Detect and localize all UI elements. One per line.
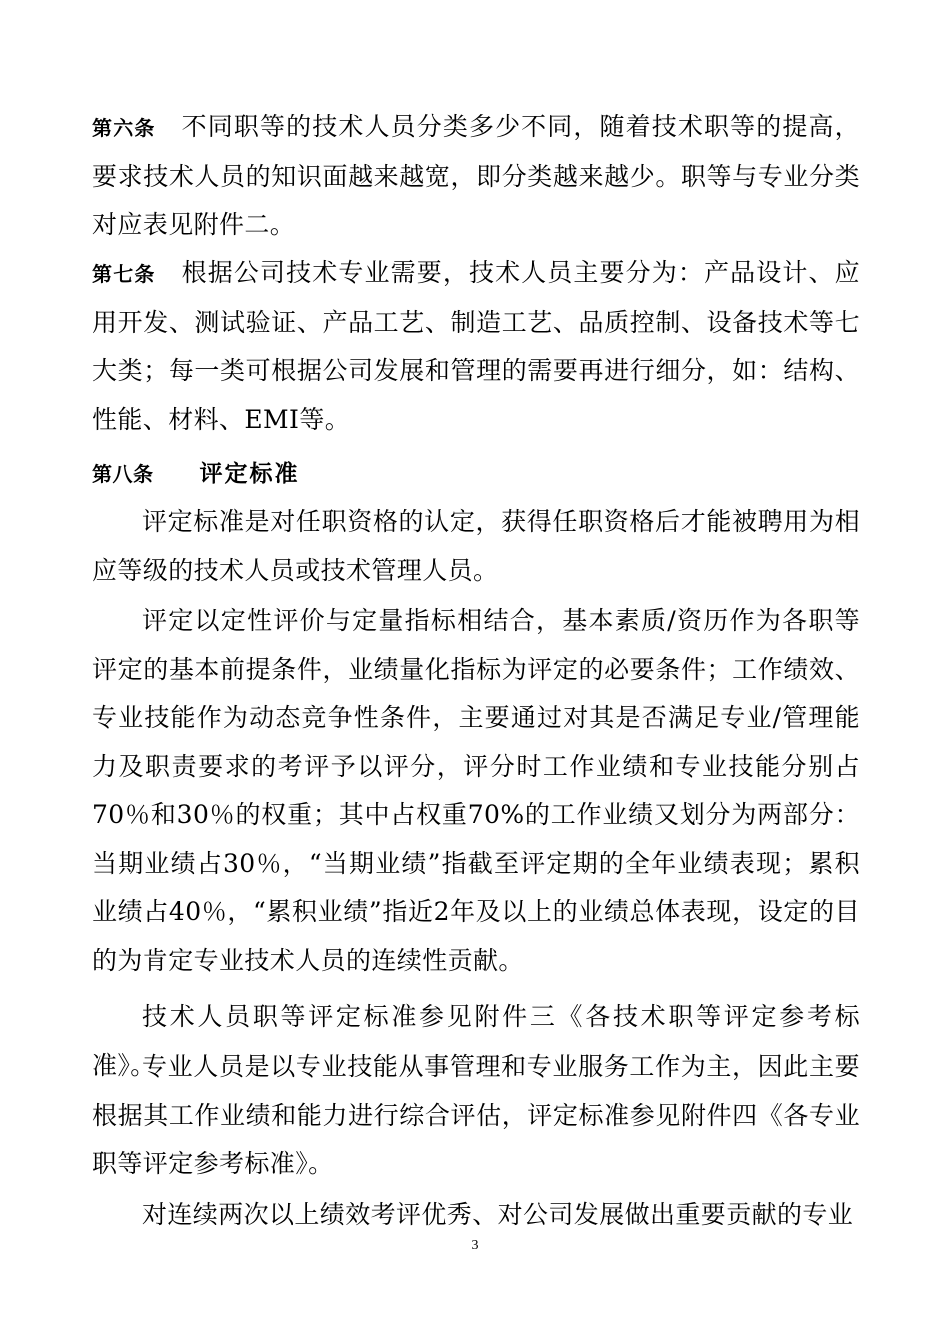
article-8-heading — [92, 450, 300, 500]
article-6-text: 不同职等的技术人员分类多少不同，随着技术职等的提高，要求技术人员的知识面越来越宽，即分类越来越少。职等与专业分类对应表见附件二。 — [92, 112, 860, 239]
article-6 — [92, 103, 860, 250]
article-7-label: 第七条 — [92, 262, 156, 286]
article-8-paragraph: 技术人员职等评定标准参见附件三《各技术职等评定参考标准》。 — [92, 1002, 860, 1080]
article-7 — [92, 249, 860, 444]
article-8-paragraph: 评定标准是对任职资格的认定，获得任职资格后才能被聘用为相应等级的技术人员或技术管理人员。 — [92, 507, 860, 585]
article-8-label: 第八条 — [92, 462, 154, 486]
article-8-title: 评定标准 — [199, 461, 300, 487]
page-number: 3 — [471, 1238, 479, 1253]
article-8-paragraph: 专业人员是以专业技能从事管理和专业服务工作为主，因此主要根据其工作业绩和能力进行综合评估，评定标准参见附件四《各专业职等评定参考标准》。 — [92, 1052, 860, 1178]
article-8-paragraph: 评定以定性评价与定量指标相结合，基本素质/资历作为各职等评定的基本前提条件，业绩量化指标为评定的必要条件；工作绩效、专业技能作为动态竞争性条件，主要通过对其是否满足专业/管理能力及职责要求的考评予以评分，评分时工作业绩和专业技能分别占70％和30％的权重；其中占权重70%的工作业绩又划分为两部分：当期业绩占30％，“当期业绩”指截至评定期的全年业绩表现；累积业绩占40％，“累积业绩”指近2年及以上的业绩总体表现，设定的目的为肯定专业技术人员的连续性贡献。 — [92, 606, 860, 975]
article-7-text: 根据公司技术专业需要，技术人员主要分为：产品设计、应用开发、测试验证、产品工艺、制造工艺、品质控制、设备技术等七大类；每一类可根据公司发展和管理的需要再进行细分，如：结构、性能、材料、EMI等。 — [92, 258, 860, 434]
article-6-label: 第六条 — [92, 116, 156, 140]
article-8-paragraph: 对连续两次以上绩效考评优秀、对公司发展做出重要贡献的专业 — [142, 1200, 854, 1229]
